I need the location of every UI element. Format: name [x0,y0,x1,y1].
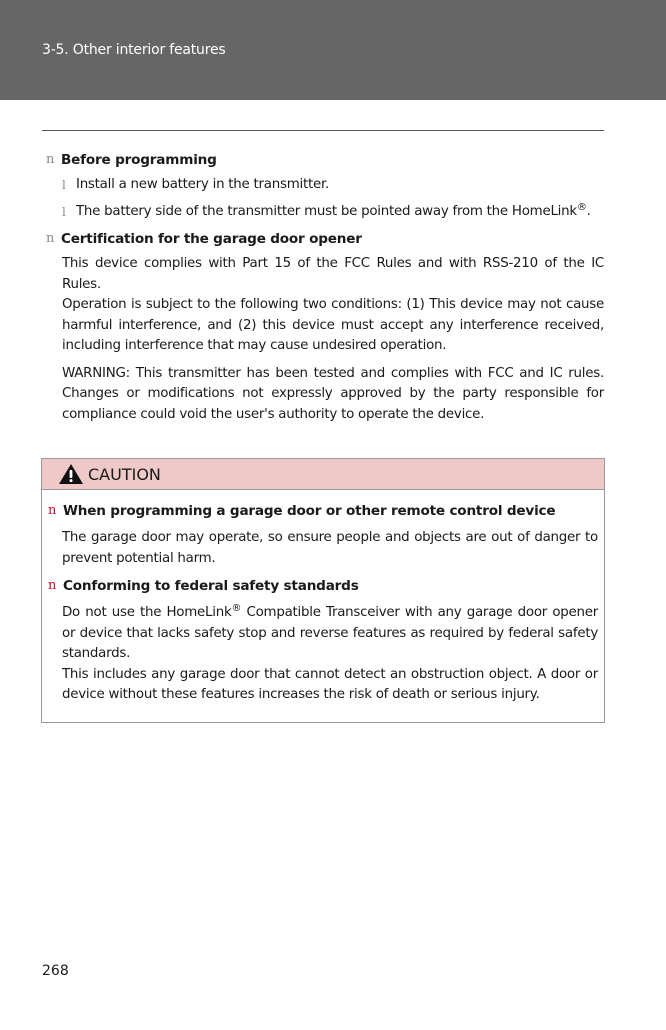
paragraph-line: This includes any garage door that cannot detect an obstruction object. A door or device without these features increases the risk of death or serious injury. [62,666,598,702]
main-content [42,150,604,432]
list-item-tail: . [586,204,591,219]
square-bullet-icon: n [46,152,55,167]
paragraph-line: Operation is subject to the following two conditions: (1) This device may not cause harmful interference, and (2) this device must accept any interference received, including interference that may cause undesired operation. [62,297,604,353]
caution-paragraph [48,603,598,706]
paragraph-line [62,603,598,665]
dot-bullet-icon: l [62,205,66,219]
warning-paragraph [42,364,604,426]
page-number: 268 [42,963,69,979]
paragraph-line: This device complies with Part 15 of the FCC Rules and with RSS-210 of the IC Rules. [62,256,604,292]
registered-mark: ® [231,603,242,614]
heading-text: Certification for the garage door opener [61,231,362,247]
heading-before-programming [42,150,604,170]
caution-header [42,459,604,490]
list-item [42,202,604,222]
heading-certification [42,229,604,249]
caution-heading-federal-standards [48,576,598,596]
header-divider [42,130,604,131]
heading-text: Conforming to federal safety standards [63,578,359,594]
list-item-text: Install a new battery in the transmitter. [76,177,329,192]
paragraph-line: WARNING: This transmitter has been tested and complies with FCC and IC rules. Changes or modifications not expressly approved by the party responsible for compliance could void the user's authority to operate the device. [62,365,604,422]
text-part: Compatible Transceiver with any garage door opener or device that lacks safety stop and reverse features as required by federal safety standards. [62,605,598,661]
square-bullet-icon: n [48,503,57,518]
text-part: Do not use the HomeLink [62,605,232,620]
caution-heading-programming [48,501,598,521]
caution-body [42,490,604,706]
certification-paragraph [42,254,604,357]
registered-mark: ® [576,202,587,213]
paragraph-line: The garage door may operate, so ensure people and objects are out of danger to prevent potential harm. [62,530,598,566]
caution-label: CAUTION [88,464,161,484]
square-bullet-icon: n [48,578,57,593]
caution-box [41,458,605,723]
square-bullet-icon: n [46,231,55,246]
heading-text: When programming a garage door or other remote control device [63,503,556,519]
dot-bullet-icon: l [62,178,66,192]
section-title: 3-5. Other interior features [42,42,226,58]
list-item [42,175,604,195]
warning-triangle-icon [58,463,84,485]
heading-text: Before programming [61,152,217,168]
caution-paragraph [48,528,598,569]
list-item-text: The battery side of the transmitter must be pointed away from the HomeLink [76,204,577,219]
